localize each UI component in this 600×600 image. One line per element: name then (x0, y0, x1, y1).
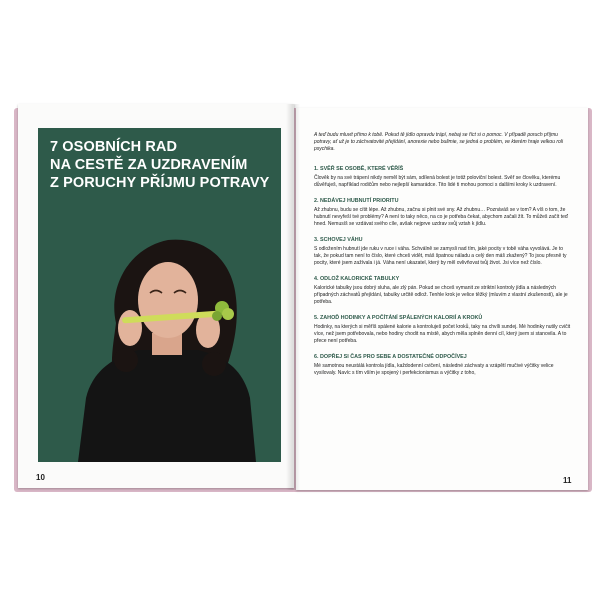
section-heading: 6. DOPŘEJ SI ČAS PRO SEBE A DOSTATEČNÉ ODPOČÍVEJ (314, 354, 467, 360)
section-text: Kalorické tabulky jsou dobrý sluha, ale zlý pán. Pokud se chceš vymanit ze striktní kontroly jídla a následných případných záchvatů přejídání, tabulky určitě odlož. Tenhle krok je velice těžký (mluvím z vlastní zkušenosti), ale je potřeba. (314, 285, 568, 305)
hair-curl-shape (114, 348, 138, 372)
section-heading: 3. SCHOVEJ VÁHU (314, 237, 363, 243)
section-heading: 2. NEDÁVEJ HUBNUTÍ PRIORITU (314, 198, 399, 204)
advice-section (314, 276, 572, 306)
advice-section (314, 315, 572, 345)
section-heading: 1. SVĚŘ SE OSOBĚ, KTERÉ VĚŘÍŠ (314, 166, 404, 172)
section-heading: 4. ODLOŽ KALORICKÉ TABULKY (314, 276, 400, 282)
section-text: Až zhubnu, budu se cítit lépe. Až zhubnu, začnu si plnit své sny. Až zhubnu… Poznáváš se v tom? A víš o tom, že hubnutí nevyřeší tvé problémy? A není to taky něco, na co je potřeba čekat, abychom začali žít. To můžeš začít teď hned. Nemusíš se vzdávat svého cíle, avšak nejprve uzdrav svůj vztah k jídlu. (314, 207, 568, 227)
hair-curl-shape (202, 352, 226, 376)
section-heading: 5. ZAHOĎ HODINKY A POČÍTÁNÍ SPÁLENÝCH KALORIÍ A KROKŮ (314, 315, 483, 321)
section-text: Hodinky, na kterých si měříš spálené kalorie a kontroluješ počet kroků, taky na chvíli sundej. Mé hodinky nutily cvičit více, než jsem potřebovala, nebo hodiny chodit na místě, abych měla splněn denní cíl, který jsem si stanovila. A to přece není potřeba. (314, 324, 571, 344)
title-line: NA CESTĚ ZA UZDRAVENÍM (50, 157, 248, 173)
title-line: 7 OSOBNÍCH RAD (50, 139, 178, 155)
advice-section (314, 198, 572, 228)
right-page-content (314, 132, 572, 386)
cover-photo (38, 128, 281, 462)
section-text: Člověk by na své trápení nikdy neměl být sám, sdílená bolest je totiž poloviční bolest. Svěř se člověku, kterému důvěřuješ, například rodičům nebo nejlepší kamarádce. Tito lidé ti mohou pomoci s dalšími kroky k uzdravení. (314, 175, 561, 188)
advice-section (314, 166, 572, 189)
celery-leaf-shape (222, 308, 234, 320)
title-line: Z PORUCHY PŘÍJMU POTRAVY (50, 175, 270, 191)
left-hand-shape (118, 310, 142, 346)
section-text: Mé samotnou neustálá kontrola jídla, každodenní cvičení, následné záchvaty a vzápětí mučivé výčitky velice vysilovaly. Navíc s tím vším je spojený i perfekcionismus a výčitky z toho, (314, 363, 554, 376)
book-spine (286, 104, 300, 490)
woman-illustration (38, 128, 281, 462)
face-shape (138, 262, 198, 338)
intro-paragraph: A teď budu mluvit přímo k tobě. Pokud tě jídlo opravdu trápí, nebaj se říct si o pomoc. V případě poruch příjmu potravy, ať už je to záchvatovité přejídání, anorexie nebo bulimie, se jedná o problém, ve kterém hraje velkou roli psychika. (314, 132, 564, 152)
page-number-left: 10 (36, 473, 45, 482)
section-text: S odložením hubnutí jde ruku v ruce i váha. Schválně se zamysli nad tím, jaké pocity v tobě váha vyvolává. Je to tak, že pokud tam není to číslo, které chceš vidět, máš špatnou náladu a celý den máš zkažený? To jsou přesně ty pocity, které jsem zažívala i já. Váha není ukazatel, který by měl ovlivňovat tvůj život. Jsi více než číslo. (314, 246, 567, 266)
sweater-shape (78, 350, 256, 462)
page-number-right: 11 (563, 476, 572, 485)
advice-section (314, 354, 572, 377)
advice-section (314, 237, 572, 267)
celery-leaf-shape (212, 311, 222, 321)
